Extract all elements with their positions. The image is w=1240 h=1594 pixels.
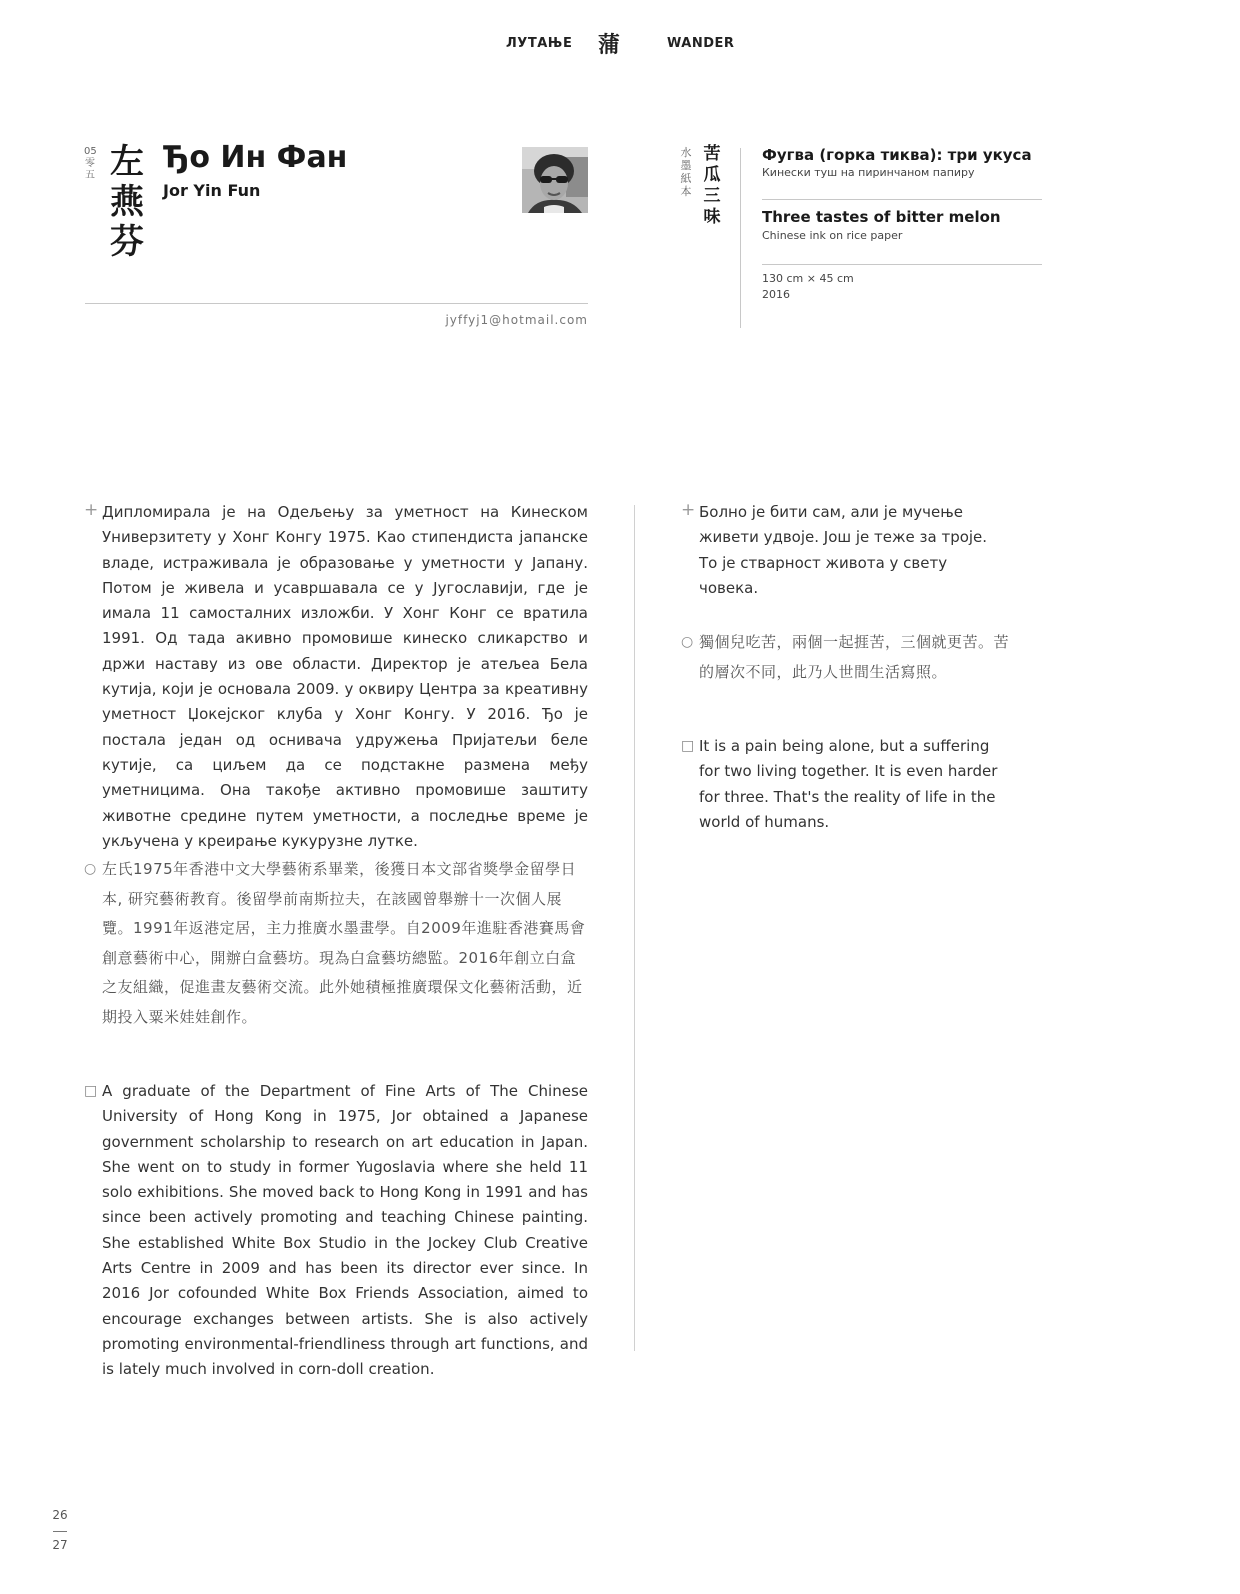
plus-marker-icon: + xyxy=(84,500,99,520)
page-number-right: 27 xyxy=(52,1538,68,1552)
artwork-year: 2016 xyxy=(762,288,790,301)
artist-name-chinese-char-3: 芬 xyxy=(110,222,144,262)
statement-chinese: 獨個兒吃苦，兩個一起捱苦，三個就更苦。苦的層次不同，此乃人世間生活寫照。 xyxy=(699,633,1010,681)
artist-portrait-image xyxy=(522,147,588,213)
artwork-title-chinese xyxy=(702,144,722,228)
artwork-title-chinese-char-2: 瓜 xyxy=(703,165,721,185)
artwork-dimensions: 130 cm × 45 cm xyxy=(762,272,854,285)
artwork-title-chinese-char-4: 味 xyxy=(703,207,721,227)
artwork-medium-serbian: Кинески туш на пиринчаном папиру xyxy=(762,166,975,179)
artist-number-digits: 05 xyxy=(84,146,97,157)
artist-name-serbian: Ђо Ин Фан xyxy=(163,140,348,175)
artist-divider xyxy=(85,303,588,304)
section-title-chinese: 蒲 xyxy=(598,33,621,58)
square-marker-icon: □ xyxy=(84,1083,98,1099)
page-number-left: 26 xyxy=(52,1508,68,1522)
square-marker-icon: □ xyxy=(681,738,695,754)
artist-name-chinese-char-1: 左 xyxy=(110,142,144,182)
artwork-medium-chinese-char-2: 墨 xyxy=(680,159,692,172)
artist-number-char-2: 五 xyxy=(85,170,95,181)
artwork-divider-1 xyxy=(762,199,1042,200)
artwork-title-chinese-char-3: 三 xyxy=(703,186,721,206)
section-title-english: WANDER xyxy=(667,36,735,51)
artwork-title-chinese-char-1: 苦 xyxy=(703,144,721,164)
artwork-divider-2 xyxy=(762,264,1042,265)
artist-email[interactable]: jyffyj1@hotmail.com xyxy=(445,313,588,327)
artist-name-chinese xyxy=(110,142,150,262)
circle-marker-icon: ○ xyxy=(681,634,694,650)
column-divider xyxy=(634,505,635,1351)
artist-number-char-1: 零 xyxy=(85,158,95,169)
artwork-medium-chinese xyxy=(680,146,692,198)
artist-number xyxy=(84,146,96,182)
artwork-vertical-divider xyxy=(740,148,741,328)
biography-serbian: Дипломирала је на Одељењу за уметност на Кинеском Универзитету у Хонг Конгу 1975. Као стипендиста јапанске владе, истраживала је образовање у уметности у Јапану. Потом је живела и усавршавала се у Југославији, где је имала 11 самосталних изложби. У Хонг Конг се вратила 1991. Од тада акивно промовише кинеско сликарство и држи наставу из ове области. Директор је атељеа Бела кутија, који је основала 2009. у оквиру Центра за креативну уметност Џокејског клуба у Хонг Конгу. У 2016. Ђо је постала један од оснивача удружења Пријатељи беле кутије, са циљем да се подстакне размена међу уметницима. Она такође активно промовише заштиту животне средине путем уметности, а последње време је укључена у креирање кукурузне лутке. xyxy=(102,503,588,850)
artist-name-chinese-char-2: 燕 xyxy=(110,182,144,222)
artwork-medium-chinese-char-3: 紙 xyxy=(680,172,692,185)
artwork-medium-english: Chinese ink on rice paper xyxy=(762,229,903,242)
artwork-title-serbian: Фугва (горка тиква): три укуса xyxy=(762,146,1032,164)
plus-marker-icon: + xyxy=(681,500,696,520)
section-title-serbian: ЛУТАЊЕ xyxy=(506,36,573,51)
artwork-medium-chinese-char-4: 本 xyxy=(680,185,692,198)
biography-english: A graduate of the Department of Fine Arts of The Chinese University of Hong Kong in 1975, Jor obtained a Japanese government scholarship to research on art education in Japan. She went on to study in former Yugoslavia where she held 11 solo exhibitions. She moved back to Hong Kong in 1991 and has since been actively promoting and teaching Chinese painting. She established White Box Studio in the Jockey Club Creative Arts Centre in 2009 and has been its director ever since. In 2016 Jor cofounded White Box Friends Association, aimed to encourage exchanges between artists. She is also actively promoting environmental-friendliness through art functions, and is lately much involved in corn-doll creation. xyxy=(102,1082,588,1379)
artwork-medium-chinese-char-1: 水 xyxy=(680,146,692,159)
biography-chinese: 左氏1975年香港中文大學藝術系畢業，後獲日本文部省獎學金留學日本, 研究藝術教育。後留學前南斯拉夫，在該國曾舉辦十一次個人展覽。1991年返港定居，主力推廣水墨畫學。自2009年進駐香港賽馬會創意藝術中心，開辦白盒藝坊。現為白盒藝坊總監。2016年創立白盒之友組織，促進畫友藝術交流。此外她積極推廣環保文化藝術活動，近期投入粟米娃娃創作。 xyxy=(102,860,586,1026)
statement-english: It is a pain being alone, but a suffering for two living together. It is even harder for three. That's the reality of life in the world of humans. xyxy=(699,737,998,831)
circle-marker-icon: ○ xyxy=(84,861,97,877)
artwork-title-english: Three tastes of bitter melon xyxy=(762,208,1001,226)
page-number-divider xyxy=(53,1531,67,1532)
artist-photo xyxy=(522,147,588,213)
artist-name-english: Jor Yin Fun xyxy=(163,181,261,200)
statement-serbian: Болно је бити сам, али је мучење живети удвоје. Још је теже за троје. То је стварност живота у свету човека. xyxy=(699,503,988,597)
artwork-details xyxy=(762,271,854,303)
